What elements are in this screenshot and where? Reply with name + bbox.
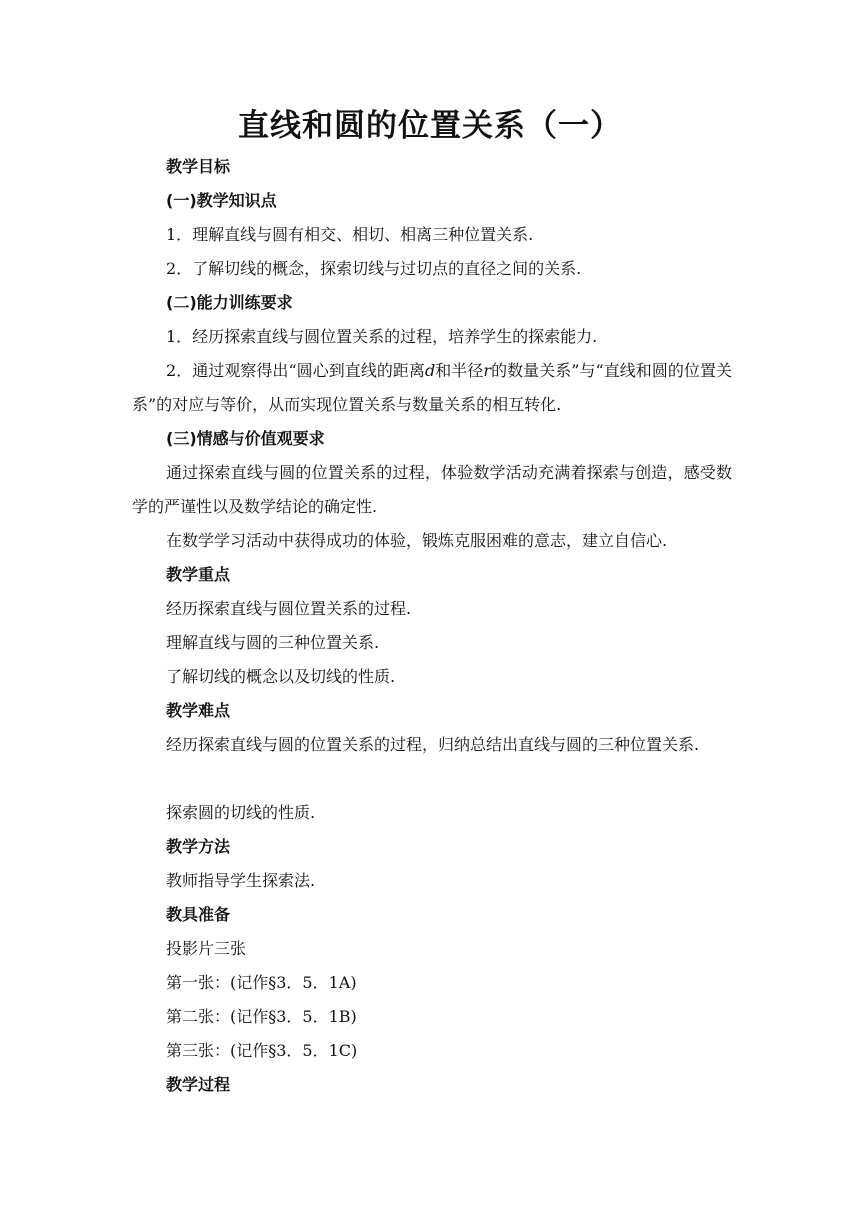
section-heading-knowledge: (一)教学知识点 — [166, 191, 277, 210]
emotion-paragraph-1-text: 通过探索直线与圆的位置关系的过程，体验数学活动充满着探索与创造，感受数学的严谨性以及数学结论的确定性. — [132, 463, 732, 516]
section-heading-emotion: (三)情感与价值观要求 — [166, 429, 325, 448]
key-point-3: 了解切线的概念以及切线的性质. — [166, 667, 396, 686]
section-heading-difficulties: 教学难点 — [166, 701, 231, 720]
key-point-2: 理解直线与圆的三种位置关系. — [166, 633, 380, 652]
ability-item-2-part-a: 2．通过观察得出“圆心到直线的距离 — [166, 361, 425, 380]
tools-text: 投影片三张 — [166, 939, 247, 958]
difficulty-paragraph-1 — [132, 728, 732, 762]
difficulty-point-2: 探索圆的切线的性质. — [166, 803, 316, 822]
ability-item-2-part-c: 的数量关系”与“直线和圆的位置关系”的对应与等价，从而实现位置关系与数量关系的相互转化. — [132, 361, 732, 414]
difficulty-paragraph-1-text: 经历探索直线与圆的位置关系的过程，归纳总结出直线与圆的三种位置关系. — [166, 735, 700, 754]
variable-r: r — [483, 361, 492, 380]
slide-item-3: 第三张：(记作§3．5．1C) — [166, 1041, 358, 1060]
section-heading-goals: 教学目标 — [166, 157, 231, 176]
knowledge-item-2: 2．了解切线的概念，探索切线与过切点的直径之间的关系. — [166, 259, 582, 278]
section-heading-method: 教学方法 — [166, 837, 231, 856]
slide-item-1: 第一张：(记作§3．5．1A) — [166, 973, 357, 992]
emotion-paragraph-1 — [132, 456, 732, 524]
document-title: 直线和圆的位置关系（一） — [238, 108, 622, 144]
knowledge-item-1: 1．理解直线与圆有相交、相切、相离三种位置关系. — [166, 225, 534, 244]
ability-item-2-part-b: 和半径 — [435, 361, 484, 380]
variable-d: d — [424, 361, 436, 380]
ability-item-2 — [132, 354, 732, 422]
section-heading-ability: (二)能力训练要求 — [166, 293, 293, 312]
section-heading-process: 教学过程 — [166, 1075, 231, 1094]
key-point-1: 经历探索直线与圆位置关系的过程. — [166, 599, 412, 618]
ability-item-1: 1．经历探索直线与圆位置关系的过程，培养学生的探索能力. — [166, 327, 598, 346]
method-text: 教师指导学生探索法. — [166, 871, 316, 890]
section-heading-tools: 教具准备 — [166, 905, 231, 924]
slide-item-2: 第二张：(记作§3．5．1B) — [166, 1007, 357, 1026]
section-heading-key-points: 教学重点 — [166, 565, 231, 584]
emotion-paragraph-2: 在数学学习活动中获得成功的体验，锻炼克服困难的意志，建立自信心. — [166, 531, 668, 550]
